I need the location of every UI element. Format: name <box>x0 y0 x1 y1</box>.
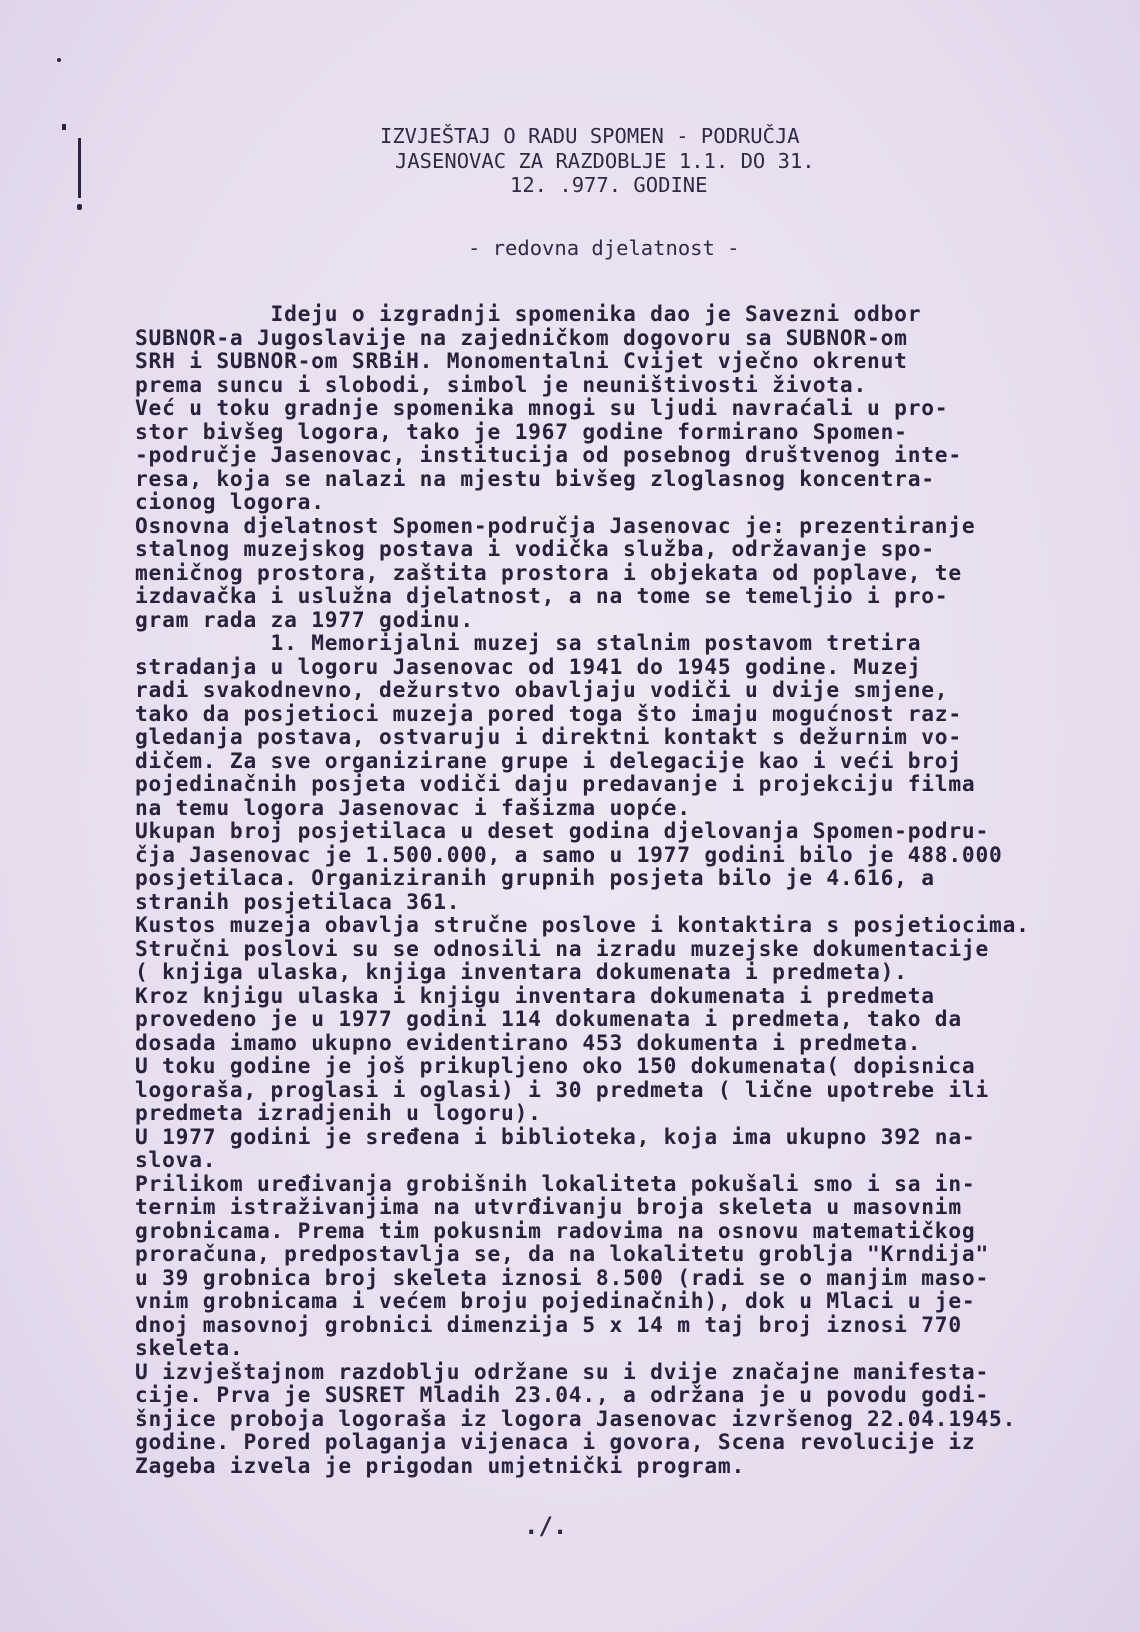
body-line: skeleta. <box>135 1335 244 1360</box>
body-line: Osnovna djelatnost Spomen-područja Jasenovac je: prezentiranje <box>135 512 976 538</box>
page-continuation-mark: ./. <box>524 1512 568 1540</box>
binding-mark-bottom <box>77 204 82 210</box>
title-line-1: IZVJEŠTAJ O RADU SPOMEN - PODRUČJA <box>380 124 800 148</box>
body-line: radi svakodnevno, dežurstvo obavljaju vodiči u dvije smjene, <box>135 677 949 702</box>
body-line: gram rada za 1977 godinu. <box>135 606 474 632</box>
body-line: dnoj masovnoj grobnici dimenzija 5 x 14 m taj broj iznosi 770 <box>135 1311 962 1337</box>
body-line: Prilikom uređivanja grobišnih lokaliteta pokušali smo i sa in- <box>135 1170 976 1196</box>
body-line: Kroz knjigu ulaska i knjigu inventara dokumenata i predmeta <box>135 982 935 1008</box>
body-line: U 1977 godini je sređena i biblioteka, koja ima ukupno 392 na- <box>135 1123 976 1149</box>
body-line: posjetilaca. Organiziranih grupnih posjeta bilo je 4.616, a <box>135 865 935 890</box>
body-line: -područje Jasenovac, institucija od posebnog društvenog inte- <box>135 442 962 467</box>
body-line: stalnog muzejskog postava i vodička služba, održavanje spo- <box>135 536 935 561</box>
body-line: na temu logora Jasenovac i fašizma uopće. <box>135 794 691 820</box>
body-line: godine. Pored polaganja vijenaca i govora, Scena revolucije iz <box>135 1429 976 1454</box>
body-line: resa, koja se nalazi na mjestu bivšeg zloglasnog koncentra- <box>135 465 935 491</box>
body-line: pojedinačnih posjeta vodiči daju predavanje i projekciju filma <box>135 771 976 796</box>
body-line: SRH i SUBNOR-om SRBiH. Monomentalni Cvijet vječno okrenut <box>135 348 908 373</box>
body-line: Ukupan broj posjetilaca u deset godina djelovanja Spomen-podru- <box>135 818 990 843</box>
body-line: provedeno je u 1977 godini 114 dokumenata i predmeta, tako da <box>135 1006 962 1031</box>
body-line: dosada imamo ukupno evidentirano 453 dokumenta i predmeta. <box>135 1029 922 1055</box>
binding-mark-middle <box>62 124 66 130</box>
binding-mark-bar <box>78 138 81 198</box>
body-line: tako da posjetioci muzeja pored toga što imaju mogućnost raz- <box>135 700 962 726</box>
body-line: Zageba izvela je prigodan umjetnički program. <box>135 1452 746 1478</box>
document-body <box>135 302 1135 1477</box>
body-line: šnjice proboja logoraša iz logora Jasenovac izvršenog 22.04.1945. <box>135 1405 1017 1431</box>
body-line: ( knjiga ulaska, knjiga inventara dokumenata i predmeta). <box>135 959 908 984</box>
body-line: grobnicama. Prema tim pokusnim radovima na osnovu matematičkog <box>135 1217 976 1243</box>
body-line: prema suncu i slobodi, simbol je neuništivosti života. <box>135 371 868 397</box>
title-line-3: 12. .977. GODINE <box>510 173 708 197</box>
body-line: meničnog prostora, zaštita prostora i objekata od poplave, te <box>135 559 962 585</box>
body-line: cionog logora. <box>135 489 325 514</box>
body-line: logoraša, proglasi i oglasi) i 30 predmeta ( lične upotrebe ili <box>135 1076 990 1102</box>
body-line: cije. Prva je SUSRET Mladih 23.04., a održana je u povodu godi- <box>135 1382 990 1407</box>
body-line: Ideju o izgradnji spomenika dao je Savezni odbor <box>135 301 922 326</box>
body-line: U izvještajnom razdoblju održane su i dvije značajne manifesta- <box>135 1358 990 1384</box>
body-line: izdavačka i uslužna djelatnost, a na tome se temeljio i pro- <box>135 583 949 608</box>
body-line: u 39 grobnica broj skeleta iznosi 8.500 (radi se o manjim maso- <box>135 1264 990 1290</box>
body-line: 1. Memorijalni muzej sa stalnim postavom tretira <box>135 630 922 655</box>
body-line: SUBNOR-a Jugoslavije na zajedničkom dogovoru sa SUBNOR-om <box>135 324 908 350</box>
body-line: slova. <box>135 1147 217 1172</box>
body-line: gledanja postava, ostvaruju i direktni kontakt s dežurnim vo- <box>135 724 962 749</box>
body-line: stradanja u logoru Jasenovac od 1941 do 1945 godine. Muzej <box>135 653 922 679</box>
body-line: proračuna, predpostavlja se, da na lokalitetu groblja "Krndija" <box>135 1241 990 1266</box>
body-line: stor bivšeg logora, tako je 1967 godine formirano Spomen- <box>135 418 908 444</box>
body-line: ternim istraživanjima na utvrđivanju broja skeleta u masovnim <box>135 1194 962 1219</box>
body-line: Stručni poslovi su se odnosili na izradu muzejske dokumentacije <box>135 935 990 961</box>
body-line: predmeta izradjenih u logoru). <box>135 1100 542 1125</box>
document-title <box>380 124 900 198</box>
body-line: Kustos muzeja obavlja stručne poslove i kontaktira s posjetiocima. <box>135 912 1030 937</box>
body-line: vnim grobnicama i većem broju pojedinačnih), dok u Mlaci u je- <box>135 1288 976 1313</box>
body-line: U toku godine je još prikupljeno oko 150 dokumenata( dopisnica <box>135 1053 976 1078</box>
title-line-2: JASENOVAC ZA RAZDOBLJE 1.1. DO 31. <box>395 148 815 173</box>
body-line: dičem. Za sve organizirane grupe i delegacije kao i veći broj <box>135 747 962 773</box>
binding-mark-top <box>57 58 61 62</box>
body-line: čja Jasenovac je 1.500.000, a samo u 1977 godini bilo je 488.000 <box>135 841 1003 867</box>
body-line: Već u toku gradnje spomenika mnogi su ljudi navraćali u pro- <box>135 395 949 420</box>
document-subtitle: - redovna djelatnost - <box>468 236 740 260</box>
body-line: stranih posjetilaca 361. <box>135 888 461 914</box>
